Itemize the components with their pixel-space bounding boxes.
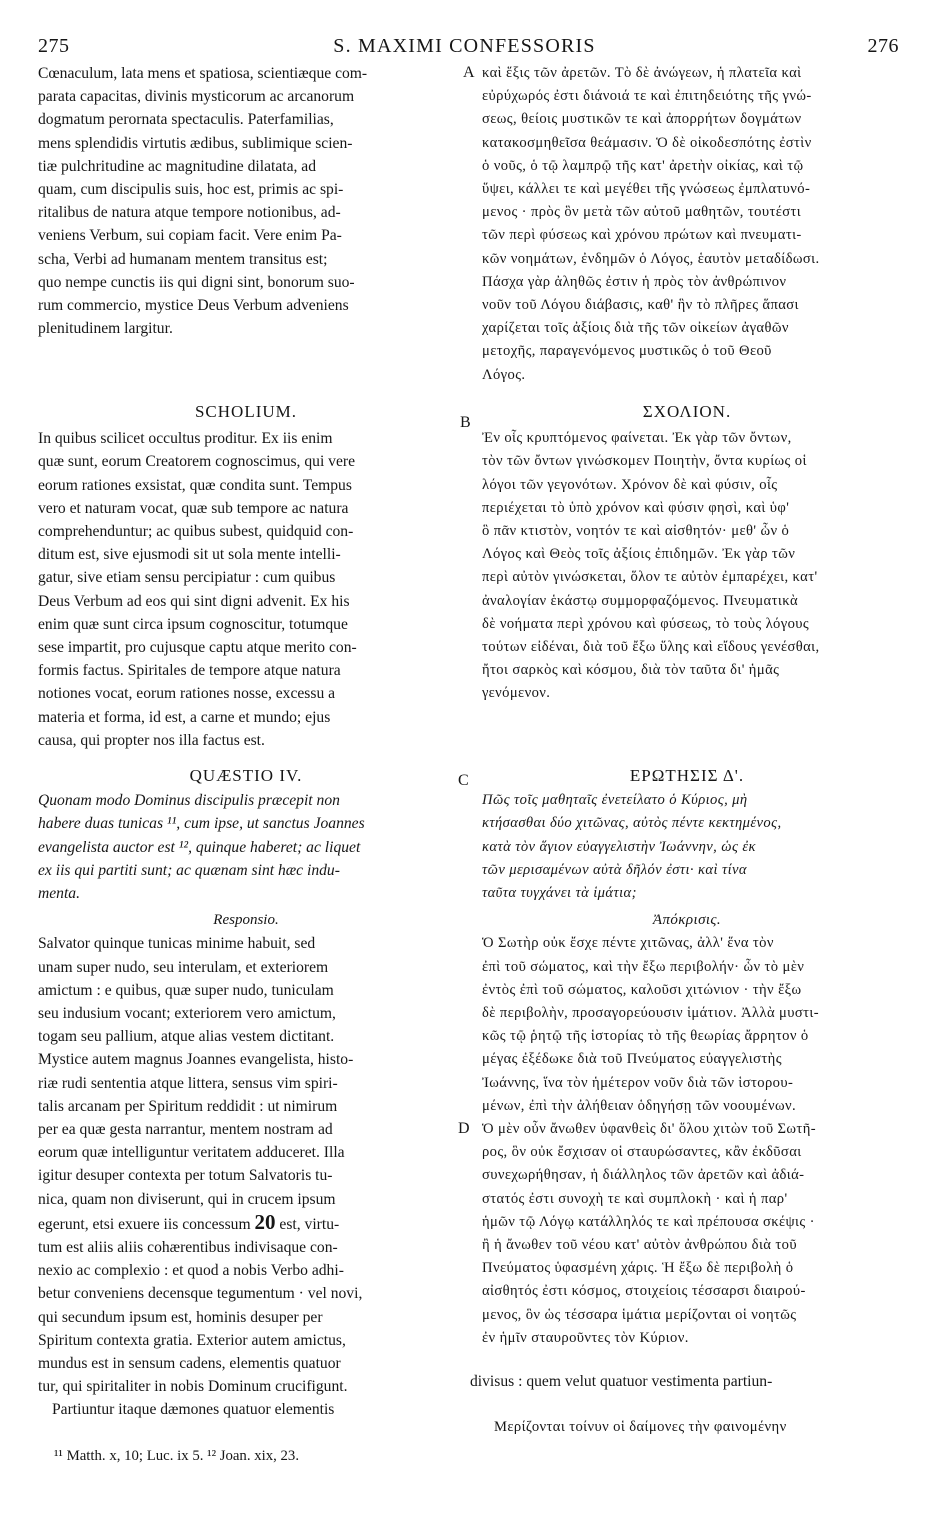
section-number: 20: [254, 1209, 276, 1234]
text-line: betur conveniens decensque tegumentum · vel novi,: [38, 1285, 363, 1303]
footnotes: ¹¹ Matth. x, 10; Luc. ix 5. ¹² Joan. xix, 23.: [54, 1448, 300, 1464]
text-line: dogmatum perornata spectaculis. Paterfamilias,: [38, 111, 334, 129]
text-line: unam super nudo, seu interulam, et exteriorem: [38, 958, 329, 976]
text-line: ditum est, sive ejusmodi sit ut sola mente intelli-: [38, 546, 341, 564]
responsio-heading: Responsio.: [213, 912, 279, 929]
text-line: scha, Verbi ad humanam mentem transitus est;: [38, 250, 328, 268]
text-line: Spiritum contexta gratia. Exterior autem amictus,: [38, 1331, 346, 1349]
latin-intro: [38, 62, 454, 340]
greek-intro: [482, 62, 892, 387]
text-line: περιέχεται τὸ ὑπὸ χρόνον καὶ φύσιν φησὶ, καὶ ὑφ': [482, 499, 790, 516]
text-line: gatur, sive etiam sensu percipiatur : cum quibus: [38, 569, 336, 587]
text-line: ὁ νοῦς, ὁ τῷ λαμπρῷ τῆς κατ' ἀρετὴν οἰκίας, καὶ τῷ: [482, 157, 804, 174]
latin-span-line: divisus : quem velut quatuor vestimenta partiun-: [470, 1373, 773, 1390]
section-heading: ΣΧΟΛΙΟΝ.: [642, 402, 732, 421]
scholium-latin: [38, 400, 454, 752]
quaestio-latin: [38, 764, 454, 1422]
text-line: eorum rationes exsistat, quæ condita sunt. Tempus: [38, 476, 352, 494]
text-line: In quibus scilicet occultus proditur. Ex iis enim: [38, 430, 333, 448]
text-line: tiæ pulchritudine ac magnitudine dilatata, ad: [38, 157, 317, 175]
text-line: plenitudinem largitur.: [38, 320, 173, 338]
question-line: τῶν μερισαμένων αὐτὰ δῆλόν ἐστι· καὶ τίνα: [482, 861, 747, 878]
margin-marker-b: B: [460, 414, 471, 431]
text-line: Salvator quinque tunicas minime habuit, sed: [38, 935, 316, 953]
text-line: notiones vocat, eorum rationes nosse, excessu a: [38, 685, 336, 703]
text-line: tur, qui spiritaliter in nobis Dominum crucifigunt.: [38, 1378, 348, 1396]
question-line: evangelista auctor est ¹², quinque haberet; ac liquet: [38, 838, 361, 856]
text-line: [38, 1211, 454, 1236]
text-line: ἐν ἡμῖν σταυροῦντες τὸν Κύριον.: [482, 1329, 689, 1346]
text-line: enim quæ sunt circa ipsum cognoscitur, totumque: [38, 615, 348, 633]
page-number-right: 276: [867, 35, 899, 57]
margin-marker-d: D: [458, 1120, 470, 1137]
text-line: veniens Verbum, sui copiam facit. Vere enim Pa-: [38, 227, 342, 245]
text-line: Partiuntur itaque dæmones quatuor elementis: [52, 1401, 335, 1419]
text-line: qui secundum ipsum est, hominis desuper per: [38, 1308, 323, 1326]
question-line: ex iis qui partiti sunt; ac quænam sint hæc indu-: [38, 861, 340, 879]
section-heading: SCHOLIUM.: [194, 402, 298, 421]
text-line: nexio ac complexio : et quod a nobis Verbo adhi-: [38, 1262, 344, 1280]
text-line: Ὁ Σωτὴρ οὐκ ἔσχε πέντε χιτῶνας, ἀλλ' ἕνα τὸν: [482, 935, 774, 952]
text-line: sese impartit, pro cujusque captu atque merito con-: [38, 639, 357, 657]
text-line: quo nempe cunctis iis qui digni sint, bonorum suo-: [38, 273, 355, 291]
text-line: Πάσχα γὰρ ἀληθῶς ἐστιν ἡ πρὸς τὸν ἀνθρώπινον: [482, 273, 787, 290]
text-line: quæ sunt, eorum Creatorem cognoscimus, qui vere: [38, 453, 356, 471]
text-line: seu indusium vocant; exteriorem vero amictum,: [38, 1005, 336, 1023]
greek-last-line: Μερίζονται τοίνυν οἱ δαίμονες τὴν φαινομένην: [494, 1419, 787, 1435]
section-heading: QUÆSTIO IV.: [189, 766, 303, 785]
text-line: νοῦν τοῦ Λόγου διάβασις, καθ' ἣν τὸ πλῆρες ἅπασι: [482, 297, 799, 314]
text-line: vero et naturam vocat, quæ sub tempore ac natura: [38, 499, 349, 517]
text-line: εὐρύχωρός ἐστι διάνοιά τε καὶ ἐπιτηδειότης τῆς γνώ-: [482, 88, 812, 105]
text-line: mundus est in sensum cadens, elementis quatuor: [38, 1355, 341, 1373]
text-line: riæ rudi sententia atque littera, sensus vim spiri-: [38, 1074, 338, 1092]
text-line: Πνεύματος ὑφασμένη χάρις. Ἡ ἔξω δὲ περιβολὴ ὁ: [482, 1260, 794, 1277]
question-line: Πῶς τοῖς μαθηταῖς ἐνετείλατο ὁ Κύριος, μὴ: [482, 792, 748, 809]
text-line: togam seu pallium, atque alias vestem dictitant.: [38, 1028, 335, 1046]
text-line: talis arcanam per Spiritum reddidit : ut nimirum: [38, 1097, 338, 1115]
text-line: Deus Verbum ad eos qui sint digni advenit. Ex his: [38, 592, 350, 610]
text-line: ἐντὸς ἐπὶ τοῦ σώματος, καλοῦσι χιτώνιον · τὴν ἔξω: [482, 981, 802, 998]
text-line: αἰσθητός ἐστι κόσμος, στοιχείοις τέσσαρσι διαιρού-: [482, 1283, 806, 1300]
text-line: ἤτοι σαρκὸς καὶ κόσμου, διὰ τὸν ταῦτα δι' ἡμᾶς: [482, 662, 780, 679]
question-line: κτήσασθαι δύο χιτῶνας, αὐτὸς πέντε κεκτημένος,: [482, 815, 782, 832]
text-line: κῶν νοημάτων, ἐνδημῶν ὁ Λόγος, ἑαυτὸν μεταδίδωσι.: [482, 250, 820, 267]
text-line: συνεχωρήθησαν, ἡ διάλληλος τῶν ἀρετῶν καὶ ἀδιά-: [482, 1167, 805, 1184]
text-line: ἀναλογίαν ἑκάστῳ συμμορφαζόμενος. Πνευματικὰ: [482, 592, 798, 609]
text-line: Cœnaculum, lata mens et spatiosa, scientiæque com-: [38, 65, 368, 82]
text-fragment: egerunt, etsi exuere iis concessum: [38, 1215, 251, 1233]
text-line: tum est aliis aliis cohærentibus indivisaque con-: [38, 1239, 338, 1257]
running-title: S. MAXIMI CONFESSORIS: [333, 35, 596, 57]
text-line: Mystice autem magnus Joannes evangelista, histo-: [38, 1051, 354, 1069]
text-line: τούτων εἰδέναι, διὰ τοῦ ἔξω ὕλης καὶ εἴδους γενέσθαι,: [482, 639, 820, 656]
question-line: κατὰ τὸν ἅγιον εὐαγγελιστὴν Ἰωάννην, ὡς ἐκ: [482, 838, 756, 855]
text-line: κῶς τῷ ῥητῷ τῆς ἱστορίας τὸ τῆς θεωρίας ἄρρητον ὁ: [482, 1028, 809, 1045]
text-line: Ἰωάννης, ἵνα τὸν ἡμέτερον νοῦν διὰ τῶν ἱστορου-: [482, 1074, 794, 1091]
text-line: περὶ αὐτὸν γινώσκεται, ὅλον τε αὐτὸν ἐμπαρέχει, κατ': [482, 569, 818, 586]
question-line: menta.: [38, 885, 81, 903]
text-line: causa, qui propter nos illa factus est.: [38, 731, 265, 749]
text-line: μετοχῆς, παραγενόμενος μυστικῶς ὁ τοῦ Θεοῦ: [482, 343, 772, 360]
text-line: materia et forma, id est, a carne et mundo; ejus: [38, 708, 331, 726]
text-line: ρος, ὃν οὐκ ἔσχισαν οἱ σταυρώσαντες, κἂν ἐκδῦσαι: [482, 1144, 802, 1161]
margin-marker-a: A: [463, 64, 475, 81]
quaestio-greek: [482, 764, 892, 1350]
text-line: per ea quæ gesta narrantur, mentem nostram ad: [38, 1121, 333, 1139]
text-line: κατακοσμηθεῖσα θεάμασιν. Ὁ δὲ οἰκοδεσπότης ἐστὶν: [482, 134, 812, 151]
text-line: τὸν τῶν ὄντων γινώσκομεν Ποιητὴν, ὄντα κυρίως οἱ: [482, 453, 807, 470]
text-line: δὲ περιβολὴν, προσαγορεύουσιν ἱμάτιον. Ἀλλὰ μυστι-: [482, 1005, 820, 1022]
text-line: σεως, θείοις μυστικῶν τε καὶ ἀπορρήτων δογμάτων: [482, 111, 802, 128]
text-line: Λόγος.: [482, 366, 526, 383]
text-line: formis factus. Spiritales de tempore atque natura: [38, 662, 341, 680]
text-line: quam, cum discipulis suis, hoc est, primis ac spi-: [38, 181, 344, 199]
text-line: μέγας ἐξέδωκε διὰ τοῦ Πνεύματος εὐαγγελιστὴς: [482, 1051, 782, 1068]
question-line: habere duas tunicas ¹¹, cum ipse, ut sanctus Joannes: [38, 815, 365, 833]
text-line: comprehenduntur; ac quibus subest, quidquid con-: [38, 523, 354, 541]
text-line: καὶ ἕξις τῶν ἀρετῶν. Τὸ δὲ ἀνώγεων, ἡ πλατεῖα καὶ: [482, 65, 802, 81]
text-line: ἡμῶν τῷ Λόγῳ κατάλληλός τε καὶ πρέπουσα σκέψις ·: [482, 1213, 815, 1230]
text-line: Ὁ μὲν οὖν ἄνωθεν ὑφανθεὶς δι' ὅλου χιτὼν τοῦ Σωτῆ-: [482, 1121, 816, 1138]
text-line: ὕψει, κάλλει τε καὶ μεγέθει τῆς γνώσεως ἐμπλατυνό-: [482, 181, 811, 198]
text-line: γενόμενον.: [482, 685, 551, 702]
responsio-heading: Ἀπόκρισις.: [652, 912, 722, 929]
text-line: rum commercio, mystice Deus Verbum adveniens: [38, 297, 349, 315]
text-fragment: est, virtu-: [275, 1215, 340, 1233]
section-heading: ΕΡΩΤΗΣΙΣ Δ'.: [629, 766, 745, 785]
text-line: nica, quam non diviserunt, qui in crucem ipsum: [38, 1190, 336, 1208]
text-line: λόγοι τῶν γεγονότων. Χρόνον δὲ καὶ φύσιν, οἷς: [482, 476, 778, 493]
text-line: στατός ἐστι συνοχὴ τε καὶ συμπλοκὴ · καὶ ἡ παρ': [482, 1190, 788, 1207]
text-line: amictum : e quibus, quæ super nudo, tuniculam: [38, 981, 334, 999]
text-line: μένων, ἐπὶ τὴν ἀλήθειαν ὁδηγήσῃ τῶν νοουμένων.: [482, 1097, 797, 1114]
text-line: ἐπὶ τοῦ σώματος, καὶ τὴν ἔξω περιβολήν· ὧν τὸ μὲν: [482, 958, 805, 975]
question-line: Quonam modo Dominus discipulis præcepit non: [38, 792, 340, 810]
text-line: χαρίζεται τοῖς ἀξίοις διὰ τῆς τῶν οἰκείων ἀγαθῶν: [482, 320, 789, 337]
text-line: ἢ ἡ ἄνωθεν τοῦ νέου κατ' αὐτὸν ἀνθρώπου διὰ τοῦ: [482, 1237, 797, 1254]
text-line: μενος · πρὸς ὃν μετὰ τῶν αὐτοῦ μαθητῶν, τουτέστι: [482, 204, 802, 221]
text-line: mens splendidis virtutis ædibus, sublimique scien-: [38, 134, 353, 152]
scholium-greek: [482, 400, 892, 706]
text-line: parata capacitas, divinis mysticorum ac arcanorum: [38, 88, 355, 106]
text-line: ὃ πᾶν κτιστὸν, νοητόν τε καὶ αἰσθητόν· μεθ' ὧν ὁ: [482, 523, 790, 540]
text-line: eorum quæ intelliguntur veritatem adduceret. Illa: [38, 1144, 345, 1162]
text-line: δὲ νοήματα περὶ χρόνου καὶ φύσεως, τὸ τοὺς λόγους: [482, 615, 810, 632]
text-line: Ἐν οἷς κρυπτόμενος φαίνεται. Ἐκ γὰρ τῶν ὄντων,: [482, 430, 792, 447]
text-line: igitur desuper contexta per totum Salvatoris tu-: [38, 1167, 333, 1185]
text-line: ritalibus de natura atque tempore notionibus, ad-: [38, 204, 341, 222]
question-line: ταῦτα τυγχάνει τὰ ἱμάτια;: [482, 885, 637, 902]
text-line: τῶν περὶ φύσεως καὶ χρόνου πρώτων καὶ πνευματι-: [482, 227, 802, 244]
page-number-left: 275: [38, 35, 70, 57]
text-line: Λόγος καὶ Θεὸς τοῖς ἀξίοις ἐπιδημῶν. Ἐκ γὰρ τῶν: [482, 546, 796, 563]
margin-marker-c: C: [458, 772, 469, 789]
text-line: μενος, ὃν ὡς τέσσαρα ἱμάτια μερίζονται οἱ νοητῶς: [482, 1306, 797, 1323]
